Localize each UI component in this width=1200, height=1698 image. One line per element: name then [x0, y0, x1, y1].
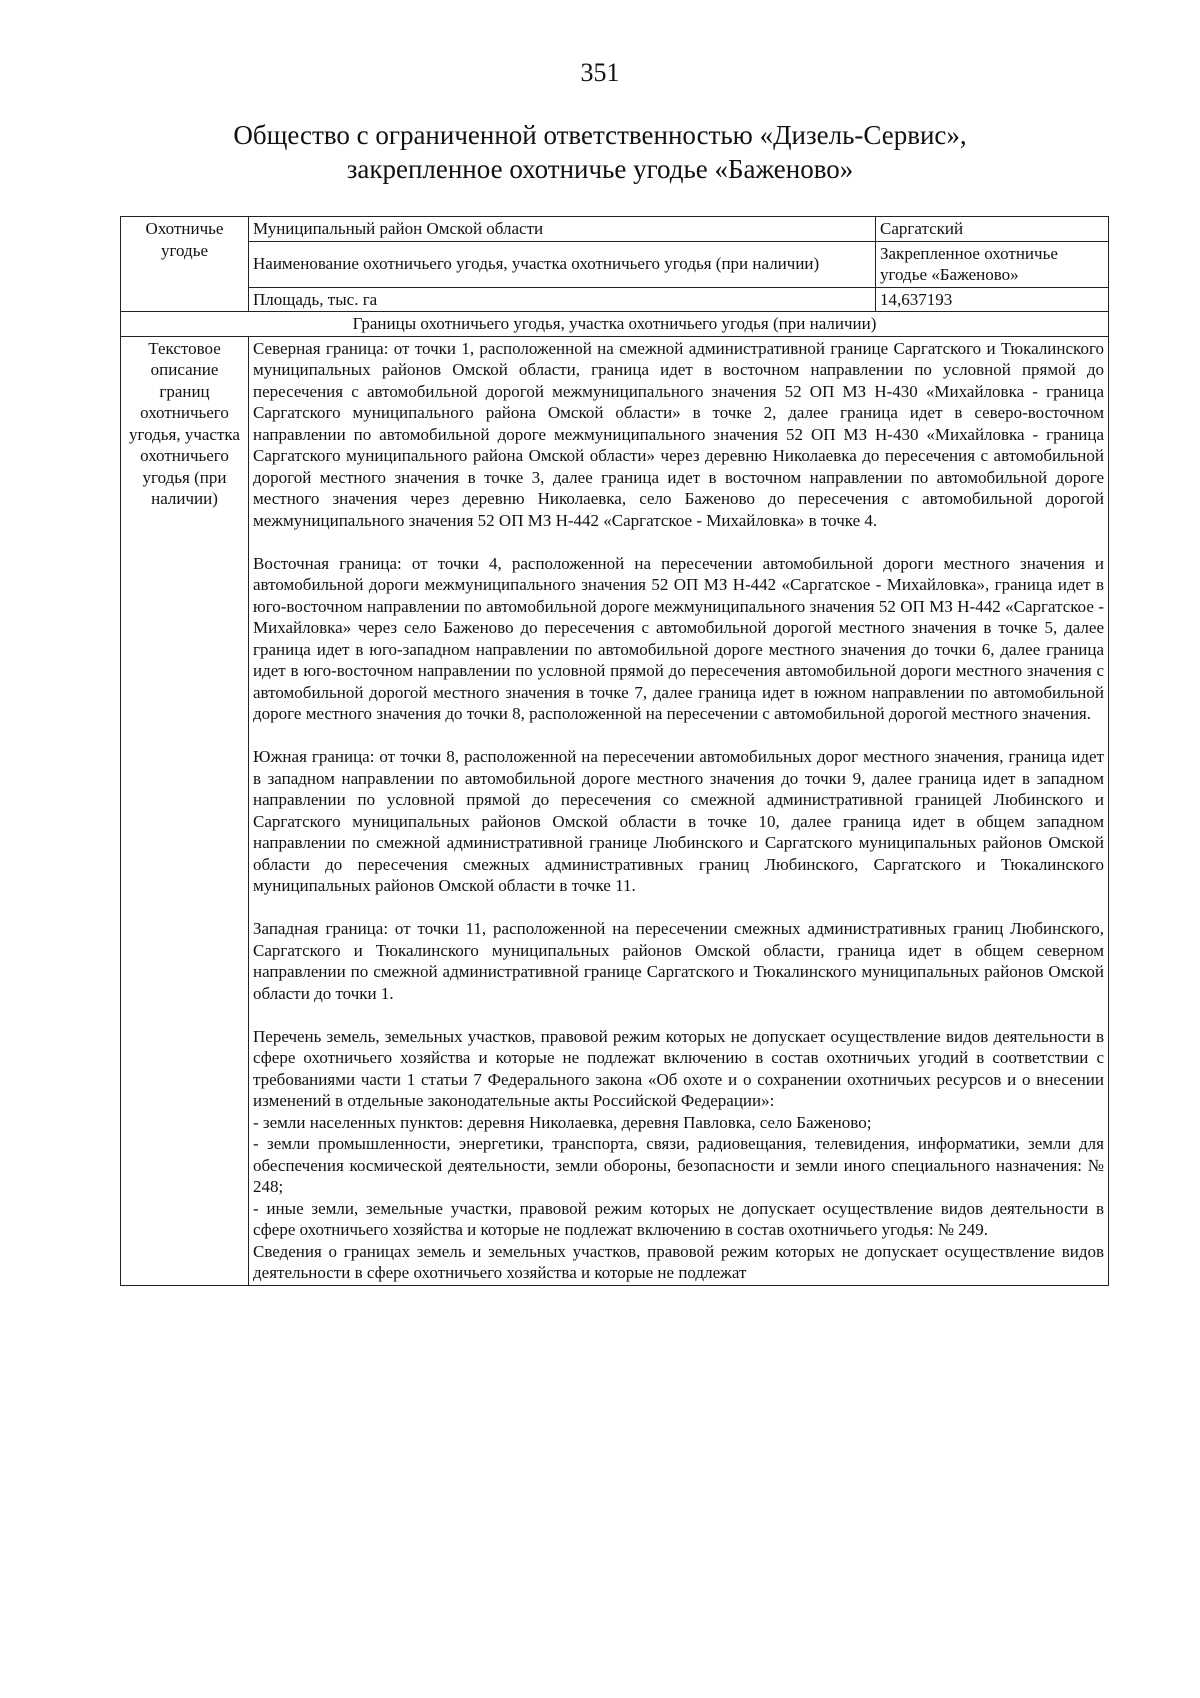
row-label: Муниципальный район Омской области: [249, 217, 876, 242]
list-item: - земли населенных пунктов: деревня Николаевка, деревня Павловка, село Баженово;: [253, 1112, 872, 1132]
boundaries-description: [249, 336, 1109, 1285]
text-description-label: Текстовое описание границ охотничьего угодья, участка охотничьего угодья (при наличии): [121, 336, 249, 1285]
north-boundary-paragraph: Северная граница: от точки 1, расположенной на смежной административной границе Саргатского и Тюкалинского муниципальных районов Омской области, граница идет в восточном направлении по условной прямой до пересечения с автомобильной дорогой межмуниципального значения 52 ОП МЗ Н-430 «Михайловка - граница Саргатского муниципального района Омской области» в точке 2, далее граница идет в северо-восточном направлении по автомобильной дороге межмуниципального значения 52 ОП МЗ Н-430 «Михайловка - граница Саргатского муниципального района Омской области» через деревню Николаевка до пересечения с автомобильной дорогой местного значения в точке 3, далее граница идет в восточном направлении по автомобильной дороге местного значения через деревню Николаевка, село Баженово до пересечения с автомобильной дорогой межмуниципального значения 52 ОП МЗ Н-442 «Саргатское - Михайловка» в точке 4.: [253, 338, 1104, 530]
south-boundary-paragraph: Южная граница: от точки 8, расположенной на пересечении автомобильных дорог местного значения, граница идет в западном направлении по автомобильной дороге местного значения до точки 9, далее граница идет в западном направлении по условной прямой до пересечения со смежной административной границей Любинского и Саргатского муниципальных районов Омской области в точке 10, далее граница идет в общем западном направлении по смежной административной границе Любинского и Саргатского муниципальных районов Омской области до пересечения смежных административных границ Любинского, Саргатского и Тюкалинского муниципальных районов Омской области в точке 11.: [253, 747, 1104, 895]
land-boundaries-info: Сведения о границах земель и земельных участков, правовой режим которых не допускает осуществление видов деятельности в сфере охотничьего хозяйства и которые не подлежат: [253, 1241, 1104, 1282]
table-row: [121, 241, 1109, 287]
table-row: [121, 312, 1109, 337]
title-line-1: Общество с ограниченной ответственностью «Дизель-Сервис»,: [233, 120, 967, 150]
table-row: [121, 287, 1109, 312]
document-title: [0, 118, 1200, 186]
group-label-cell: Охотничье угодье: [121, 217, 249, 312]
excluded-lands-intro: Перечень земель, земельных участков, правовой режим которых не допускает осуществление видов деятельности в сфере охотничьего хозяйства и которые не подлежат включению в состав охотничьих угодий в соответствии с требованиями части 1 статьи 7 Федерального закона «Об охоте и о сохранении охотничьих ресурсов и о внесении изменений в отдельные законодательные акты Российской Федерации»:: [253, 1026, 1104, 1110]
boundaries-header: Границы охотничьего угодья, участка охотничьего угодья (при наличии): [121, 312, 1109, 337]
title-line-2: закрепленное охотничье угодье «Баженово»: [346, 154, 854, 184]
row-label: Площадь, тыс. га: [249, 287, 876, 312]
list-item: - земли промышленности, энергетики, транспорта, связи, радиовещания, телевидения, информатики, земли для обеспечения космической деятельности, земли обороны, безопасности и земли иного специального назначения: № 248;: [253, 1134, 1104, 1196]
row-value: Закрепленное охотничье угодье «Баженово»: [876, 241, 1109, 287]
table-row: [121, 217, 1109, 242]
table-row: [121, 336, 1109, 1285]
row-value: Саргатский: [876, 217, 1109, 242]
hunting-ground-table: [120, 216, 1109, 1286]
row-label: Наименование охотничьего угодья, участка охотничьего угодья (при наличии): [249, 241, 876, 287]
row-value: 14,637193: [876, 287, 1109, 312]
page-number: 351: [580, 58, 620, 87]
east-boundary-paragraph: Восточная граница: от точки 4, расположенной на пересечении автомобильной дороги местного значения и автомобильной дороги межмуниципального значения 52 ОП МЗ Н-442 «Саргатское - Михайловка», граница идет в юго-восточном направлении по автомобильной дороге межмуниципального значения 52 ОП МЗ Н-442 «Саргатское - Михайловка» через село Баженово до пересечения с автомобильной дорогой местного значения в точке 5, далее граница идет в юго-западном направлении по автомобильной дороге местного значения до точки 6, далее граница идет в юго-восточном направлении по условной прямой до пересечения автомобильной дороги местного значения с автомобильной дорогой местного значения в точке 7, далее граница идет в южном направлении по автомобильной дороге местного значения до точки 8, расположенной на пересечении с автомобильной дорогой местного значения.: [253, 553, 1104, 723]
west-boundary-paragraph: Западная граница: от точки 11, расположенной на пересечении смежных административных границ Любинского, Саргатского и Тюкалинского муниципальных районов Омской области, граница идет в общем северном направлении по смежной административной границе Саргатского и Тюкалинского муниципальных районов Омской области до точки 1.: [253, 919, 1104, 1003]
list-item: - иные земли, земельные участки, правовой режим которых не допускает осуществление видов деятельности в сфере охотничьего хозяйства и которые не подлежат включению в состав охотничьего угодья: № 249.: [253, 1198, 1104, 1239]
